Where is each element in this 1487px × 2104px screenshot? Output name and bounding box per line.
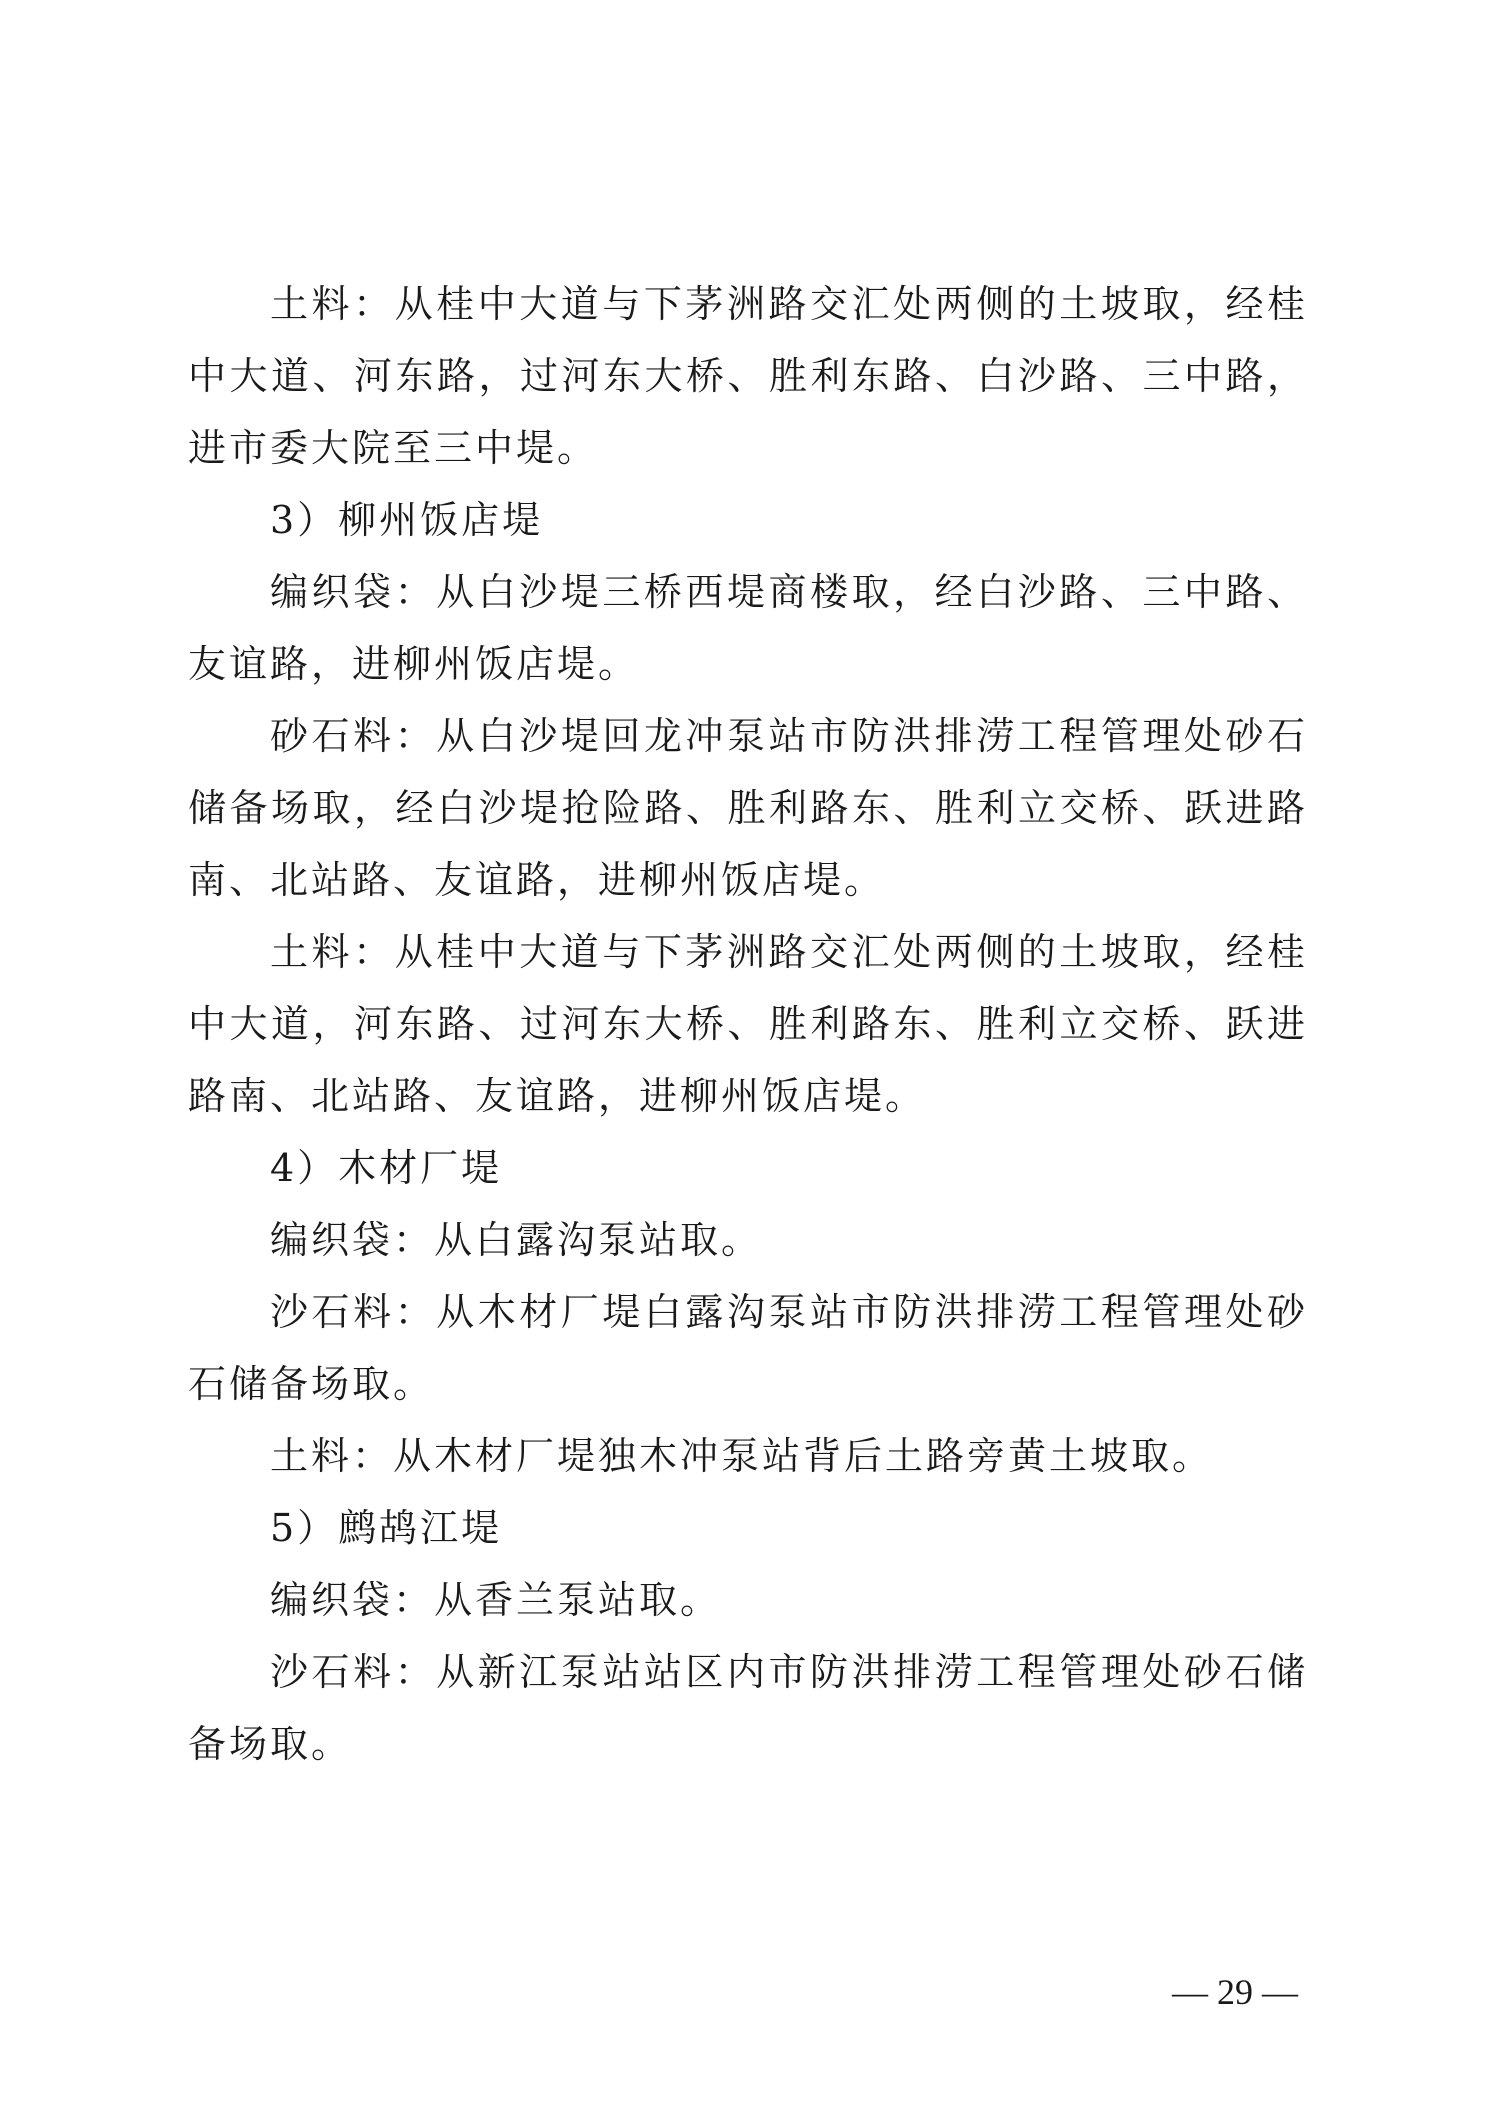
paragraph-liuzhou-hotel-soil: 土料：从桂中大道与下茅洲路交汇处两侧的土坡取，经桂中大道，河东路、过河东大桥、胜利路东、胜利立交桥、跃进路南、北站路、友谊路，进柳州饭店堤。 [188,930,1308,1118]
paragraph-lumber-mill-soil: 土料：从木材厂堤独木冲泵站背后土路旁黄土坡取。 [270,1434,1214,1478]
page-number: — 29 — [1172,1972,1298,2012]
paragraph-liuzhou-hotel-bags: 编织袋：从白沙堤三桥西堤商楼取，经白沙路、三中路、友谊路，进柳州饭店堤。 [188,570,1308,686]
document-body [188,268,1308,1780]
section-heading-liuzhou-hotel-levee: 3）柳州饭店堤 [270,498,544,542]
paragraph-lumber-mill-bags: 编织袋：从白露沟泵站取。 [270,1218,763,1262]
paragraph-zhegu-bags: 编织袋：从香兰泵站取。 [270,1578,722,1622]
paragraph-sanzhong-soil: 土料：从桂中大道与下茅洲路交汇处两侧的土坡取，经桂中大道、河东路，过河东大桥、胜利东路、白沙路、三中路，进市委大院至三中堤。 [188,282,1308,470]
paragraph-zhegu-gravel: 沙石料：从新江泵站站区内市防洪排涝工程管理处砂石储备场取。 [188,1650,1308,1766]
paragraph-liuzhou-hotel-gravel: 砂石料：从白沙堤回龙冲泵站市防洪排涝工程管理处砂石储备场取，经白沙堤抢险路、胜利路东、胜利立交桥、跃进路南、北站路、友谊路，进柳州饭店堤。 [188,714,1308,902]
paragraph-lumber-mill-gravel: 沙石料：从木材厂堤白露沟泵站市防洪排涝工程管理处砂石储备场取。 [188,1290,1308,1406]
section-heading-zhegu-river-levee: 5）鹧鸪江堤 [270,1506,503,1550]
section-heading-lumber-mill-levee: 4）木材厂堤 [270,1146,503,1190]
